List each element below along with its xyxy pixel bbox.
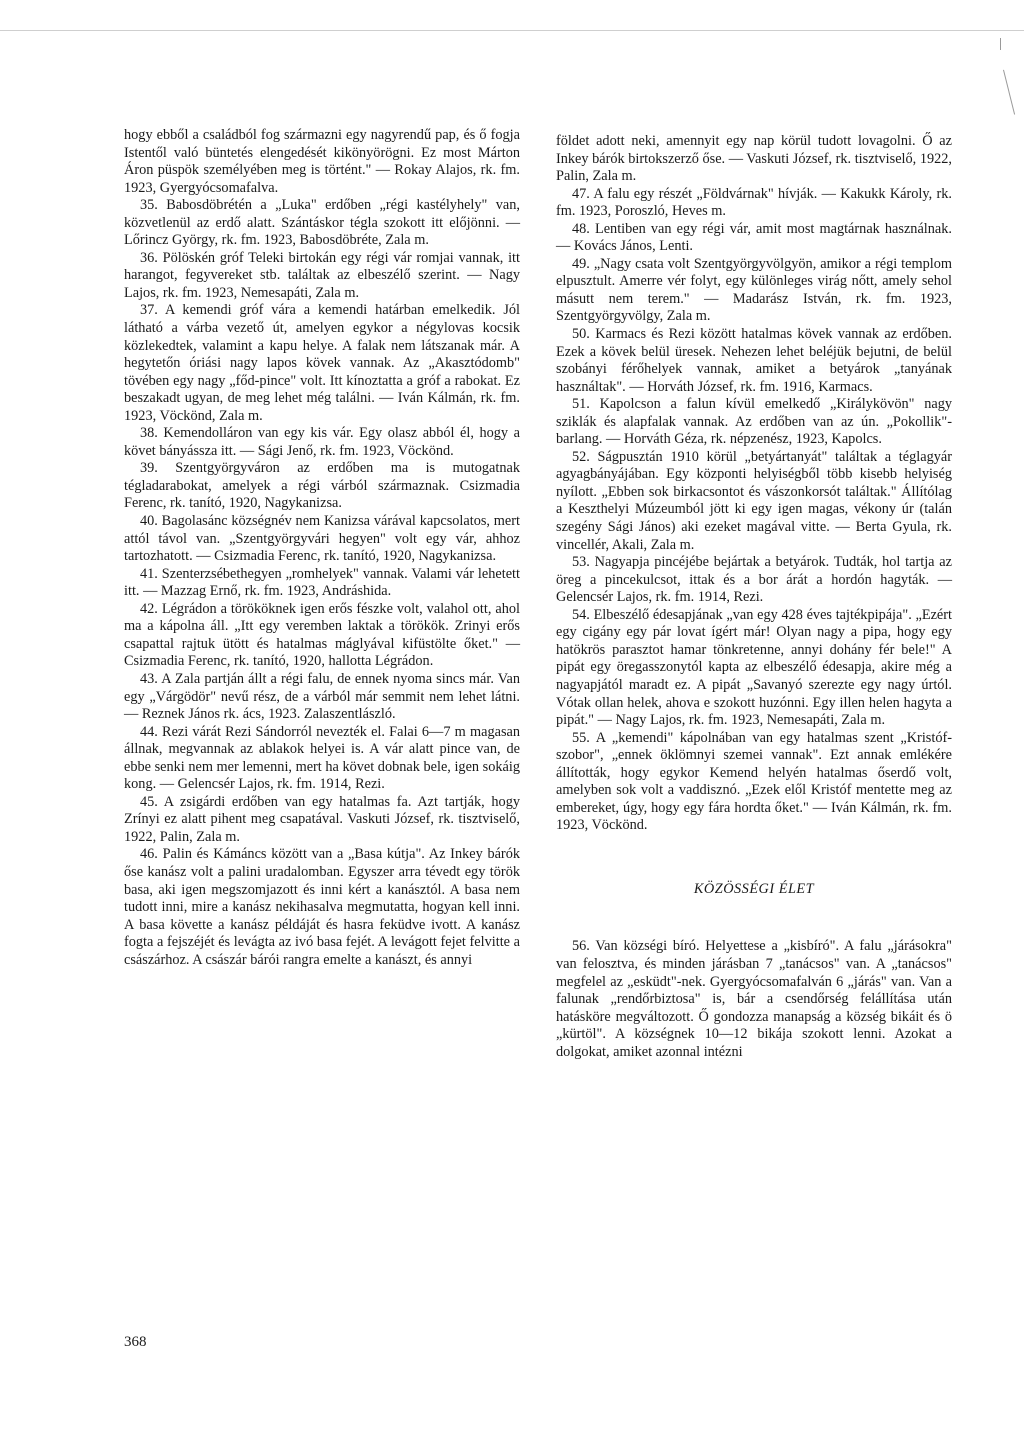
entry-39: 39. Szentgyörgyváron az erdőben ma is mutogatnak tégladarabokat, amelyek a régi várból származnak. Csizmadia Ferenc, rk. tanító, 1920, Nagykanizsa. <box>124 460 520 512</box>
paragraph-continued: hogy ebből a családból fog származni egy nagyrendű pap, és ő fogja Istentől való büntetés elengedését kikönyörögni. Ez most Márton Áron püspök személyében meg is történt." — Rokay Alajos, rk. fm. 1923, Gyergyócsomafalva. <box>124 127 520 196</box>
section-heading: KÖZÖSSÉGI ÉLET <box>693 880 815 897</box>
entry-51: 51. Kapolcson a falun kívül emelkedő „Királykövön" nagy sziklák és alapfalak vannak. Az erdőben van az ún. „Pokollik"-barlang. — Horváth Géza, rk. népzenész, 1923, Kapolcs. <box>556 396 952 448</box>
entry-55: 55. A „kemendi" kápolnában van egy hatalmas szent „Kristóf-szobor", „ennek öklömnyi szemei vannak". Ezt annak emlékére állították, hogy egykor Kemend helyén hatalmas őserdő volt, amelyben sok volt a vaddisznó. „Ezek elől Kristóf mentette meg az embereket, úgy, hogy egy fára hordta őket." — Iván Kálmán, rk. fm. 1923, Vöckönd. <box>556 729 952 834</box>
entry-50: 50. Karmacs és Rezi között hatalmas kövek vannak az erdőben. Ezek a kövek belül üresek. Nehezen lehet beléjük bejutni, de belül szobányi férőhelyek vannak, amiket a betyárok „tanyának használtak". — Horváth József, rk. fm. 1916, Karmacs. <box>556 326 952 395</box>
entry-48: 48. Lentiben van egy régi vár, amit most magtárnak használnak. — Kovács János, Lenti. <box>556 220 952 255</box>
entry-45: 45. A zsigárdi erdőben van egy hatalmas fa. Azt tartják, hogy Zrínyi ez alatt pihent meg csapatával. Vaskuti József, rk. tisztviselő, 1922, Palin, Zala m. <box>124 793 520 845</box>
entry-53: 53. Nagyapja pincéjébe bejártak a betyárok. Tudták, hol tartja az öreg a pincekulcsot, ittak és a bor árát a hordón hagyták. — Gelencsér Lajos, rk. fm. 1914, Rezi. <box>556 554 952 606</box>
entry-47: 47. A falu egy részét „Földvárnak" hívják. — Kakukk Károly, rk. fm. 1923, Poroszló, Heves m. <box>556 185 952 220</box>
entry-46: 46. Palin és Kámáncs között van a „Basa kútja". Az Inkey bárók őse kanász volt a palini uradalomban. Egyszer arra tévedt egy török basa, aki igen megszomjazott és inni kért a kanásztól. A basa nem tudott inni, mire a kanász nekihasalva megmutatta, hogyan kell inni. A basa követte a kanász példáját és hasra feküdve ivott. A kanász fogta a fejszéjét és levágta az ivó basa fejét. A levágott fejet felvitte a császárhoz. A császár bárói rangra emelte a kanászt, és annyi <box>124 846 520 968</box>
entry-43: 43. A Zala partján állt a régi falu, de ennek nyoma sincs már. Van egy „Várgödör" nevű rész, de a várból már semmit nem lehet látni. — Reznek János rk. ács, 1923. Zalaszentlászló. <box>124 670 520 723</box>
left-column <box>124 127 520 969</box>
entry-54: 54. Elbeszélő édesapjának „van egy 428 éves tajtékpipája". „Ezért egy cigány egy pár lovat ígért már! Olyan nagy a pipa, hogy egy hatökrös parasztot hamar tönkretenne, annyi dohány fér bele!" A pipát egy öregasszonytól kapta az elbeszélő édesapja, akire még a nagyapjától maradt ez. A pipát „Savanyó szerezte egy nagy úrtól. Vótak ollan helek, ahova e szokott huzónni. Egy illen helen hagyta a pipát." — Nagy Lajos, rk. fm. 1923, Nemesapáti, Zala m. <box>556 606 952 729</box>
entry-37: 37. A kemendi gróf vára a kemendi határban emelkedik. Jól látható a várba vezető út, amelyen egykor a négylovas kocsik közlekedtek, valamint a kapu helye. A falak nem látszanak már. A hegytetőn óriási nagy lapos kövek vannak. Az „Akasztódomb" tövében egy nagy „főd-pince" volt. Itt kínoztatta a gróf a rabokat. Ez beszakadt ugyan, de meg lehet még találni. — Iván Kálmán, rk. fm. 1923, Vöckönd, Zala m. <box>124 302 520 424</box>
paragraph-continued: földet adott neki, amennyit egy nap körül tudott lovagolni. Ő az Inkey bárók birtokszerző őse. — Vaskuti József, rk. tisztviselő, 1922, Palin, Zala m. <box>556 133 952 185</box>
entry-42: 42. Légrádon a törököknek igen erős fészke volt, valahol ott, ahol ma a kápolna áll. „Itt egy veremben laktak a törökök. Zrinyi erős csapattal rajtuk ütött és hatalmas máglyával kifüstölte őket." — Csizmadia Ferenc, rk. tanító, 1920, hallotta Légrádon. <box>124 600 520 670</box>
entry-36: 36. Pölöskén gróf Teleki birtokán egy régi vár romjai vannak, itt harangot, fegyvereket stb. találtak az elbeszélő szerint. — Nagy Lajos, rk. fm. 1923, Nemesapáti, Zala m. <box>124 249 520 301</box>
entry-44: 44. Rezi várát Rezi Sándorról nevezték el. Falai 6—7 m magasan állnak, megvannak az ablakok helyei is. A vár alatt pince van, de ebbe senki nem mer lemenni, mert ha követ dobnak bele, igen sokáig kong. — Gelencsér Lajos, rk. fm. 1914, Rezi. <box>124 723 520 793</box>
entry-35: 35. Babosdöbrétén a „Luka" erdőben „régi kastélyhely" van, közvetlenül az erdő alatt. Szántáskor tégla szokott itt előjönni. — Lőrincz György, rk. fm. 1923, Babosdöbréte, Zala m. <box>124 197 520 249</box>
entry-56: 56. Van községi bíró. Helyettese a „kisbíró". A falu „járásokra" van felosztva, és minden járásban 7 „tanácsos" van. A „tanácsos" megfelel az „esküdt"-nek. Gyergyócsomafalván 6 „járás" van. Van a falunak „rendőrbiztosa" is, bár a csendőrség felállítása után hatásköre megváltozott. Ő gondozza manapság a község bikáit és ö „kürtöl". A községnek 10—12 bikája szokott lenni. Azokat a dolgokat, amiket azonnal intézni <box>556 938 952 1060</box>
entry-49: 49. „Nagy csata volt Szentgyörgyvölgyön, amikor a régi templom elpusztult. Amerre vér folyt, egy különleges virág nőtt, amely sehol másutt nem terem." — Madarász István, rk. fm. 1923, Szentgyörgyvölgy, Zala m. <box>556 255 952 325</box>
top-rule <box>0 30 1024 31</box>
entry-52: 52. Ságpusztán 1910 körül „betyártanyát" találtak a téglagyár agyagbányájában. Egy központi helyiségből több kisebb helyiség nyílott. „Ebben sok birkacsontot és vászonkorsót találtak." Állítólag a Keszthelyi Múzeumból jött ki egy igen magas, vékony úr (talán szegény Sági János) aki ezeket magával vitte. — Berta Gyula, rk. vincellér, Akali, Zala m. <box>556 448 952 553</box>
entry-40: 40. Bagolasánc községnév nem Kanizsa várával kapcsolatos, mert attól távol van. „Szentgyörgyvári hegyen" volt egy vár, ahhoz tartozhatott. — Csizmadia Ferenc, rk. tanító, 1920, Nagykanizsa. <box>124 513 520 565</box>
margin-mark <box>1003 70 1015 115</box>
margin-mark <box>1000 38 1001 50</box>
right-column <box>556 133 952 1061</box>
entry-38: 38. Kemendolláron van egy kis vár. Egy olasz abból él, hogy a követ bányássza itt. — Sági Jenő, rk. fm. 1923, Vöckönd. <box>124 425 520 459</box>
entry-41: 41. Szenterzsébethegyen „romhelyek" vannak. Valami vár lehetett itt. — Mazzag Ernő, rk. fm. 1923, Andráshida. <box>124 565 520 600</box>
page-number: 368 <box>124 1334 147 1350</box>
